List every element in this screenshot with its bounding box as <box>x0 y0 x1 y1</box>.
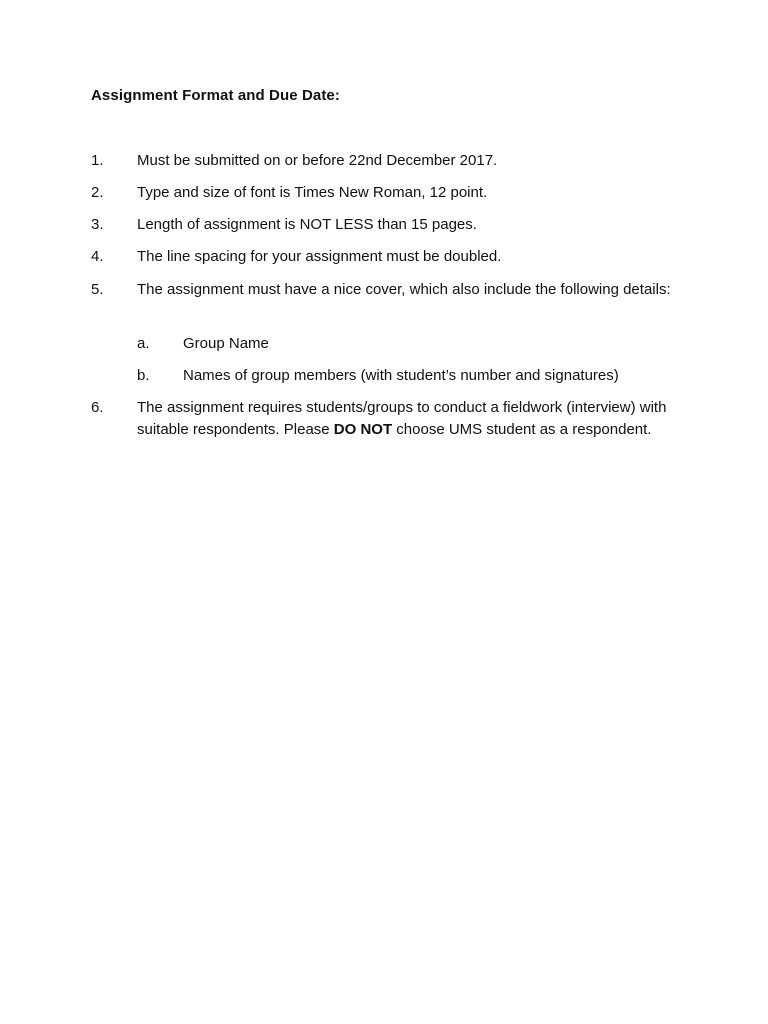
list-item-number: 2. <box>91 184 104 201</box>
list-item-number: 4. <box>91 248 104 265</box>
list-item-text-part: choose UMS student as a respondent. <box>392 421 652 438</box>
list-item-text: The line spacing for your assignment must be doubled. <box>137 248 502 265</box>
list-item-number: 1. <box>91 152 104 169</box>
list-item-text: Length of assignment is NOT LESS than 15 pages. <box>137 216 477 233</box>
sub-list-item-text: Names of group members (with student’s number and signatures) <box>183 367 619 384</box>
document-heading: Assignment Format and Due Date: <box>91 87 340 104</box>
sub-list-item-text: Group Name <box>183 335 269 352</box>
list-item-text: Type and size of font is Times New Roman, 12 point. <box>137 184 488 201</box>
list-item-text <box>137 397 697 441</box>
list-item-number: 3. <box>91 216 104 233</box>
emphasis-text: DO NOT <box>333 421 393 438</box>
list-item-number: 5. <box>91 281 104 298</box>
sub-list-item-letter: b. <box>137 367 150 384</box>
list-item-number: 6. <box>91 399 104 416</box>
list-item-text: Must be submitted on or before 22nd December 2017. <box>137 152 498 169</box>
list-item-text-part: The assignment requires students/groups to conduct a fieldwork (interview) with suitable respondents. Please <box>137 399 667 438</box>
sub-list-item-letter: a. <box>137 335 150 352</box>
list-item-text: The assignment must have a nice cover, which also include the following details: <box>137 281 671 298</box>
